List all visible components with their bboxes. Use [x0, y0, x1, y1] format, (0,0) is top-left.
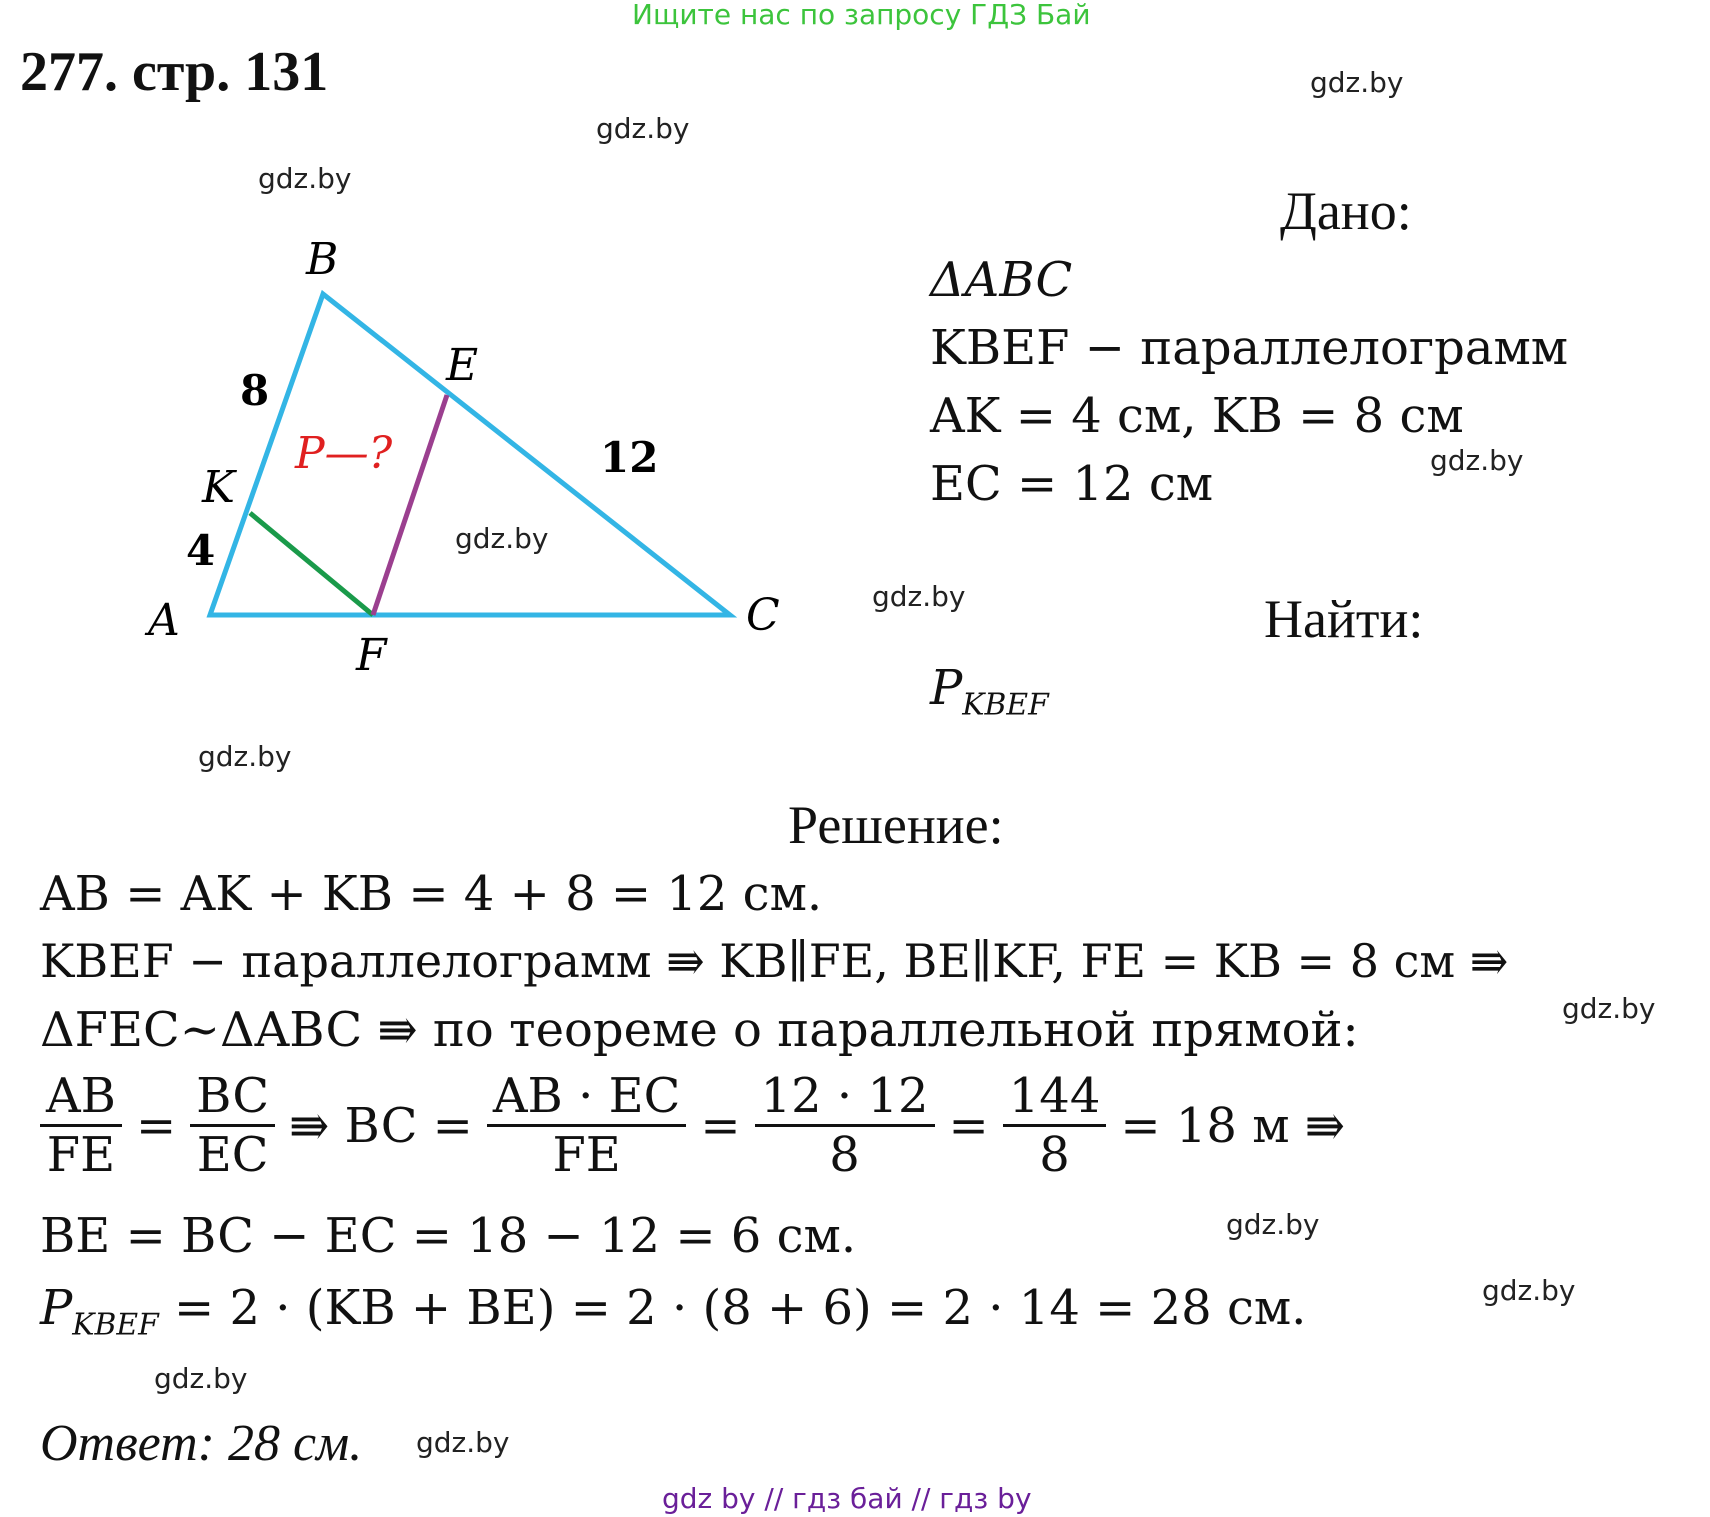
vertex-label-k: K [202, 462, 235, 513]
solution-line-5: BE = BC − EC = 18 − 12 = 6 см. [40, 1208, 857, 1264]
given-line-1: ΔABC [930, 252, 1073, 308]
watermark: gdz.by [1310, 66, 1404, 99]
vertex-label-f: F [356, 630, 387, 681]
given-line-3: AK = 4 см, KB = 8 см [930, 388, 1464, 444]
solution-line-2: KBEF − параллелограмм ⇛ KB∥FE, BE∥KF, FE = KB = 8 см ⇛ [40, 934, 1509, 988]
segment-kf [250, 513, 373, 615]
side-label-ec: 12 [600, 433, 659, 482]
watermark: gdz.by [1226, 1208, 1320, 1241]
fraction-abec-fe: $\frac{AB \cdot EC}{FE}$ [487, 1068, 686, 1183]
page-title: 277. стр. 131 [20, 41, 329, 103]
vertex-label-b: B [306, 234, 339, 285]
solution-title: Решение: [788, 795, 1004, 855]
solution-line-6: $P_{KBEF} = 2 \cdot (KB + BE) = 2 \cdot (8 + 6) = 2 \cdot 14 = 28$ см. [40, 1280, 1307, 1343]
watermark: gdz.by [1430, 444, 1524, 477]
watermark: gdz.by [416, 1426, 510, 1459]
triangle-figure [130, 220, 810, 690]
fraction-12x12-8: $\frac{12 \cdot 12}{8}$ [755, 1068, 935, 1183]
fraction-bc-ec: $\frac{BC}{EC}$ [190, 1068, 275, 1183]
watermark: gdz.by [154, 1362, 248, 1395]
given-line-2: KBEF − параллелограмм [930, 320, 1569, 376]
vertex-label-e: E [446, 340, 479, 391]
watermark: gdz.by [1482, 1274, 1576, 1307]
watermark: gdz.by [596, 112, 690, 145]
side-label-ak: 4 [186, 526, 216, 575]
find-value-sub: KBEF [962, 687, 1049, 723]
given-title: Дано: [1280, 181, 1412, 241]
find-title: Найти: [1264, 589, 1424, 649]
watermark: gdz.by [872, 580, 966, 613]
watermark: gdz.by [258, 162, 352, 195]
find-value [930, 660, 1049, 722]
answer: Ответ: 28 см. [40, 1415, 363, 1472]
watermark: gdz.by [455, 522, 549, 555]
perimeter-question: P—? [295, 428, 393, 479]
given-line-4: EC = 12 см [930, 456, 1214, 512]
fraction-144-8: $\frac{144}{8}$ [1003, 1068, 1107, 1183]
solution-fraction-line: $\frac{AB}{FE}$ = $\frac{BC}{EC}$ ⇛ BC = $\frac{AB \cdot EC}{FE}$ = $\frac{12 \cdot 12}{8}$ = $\frac{144}{8}$ = 18 м ⇛ [40, 1068, 1345, 1183]
solution-line-1: AB = AK + KB = 4 + 8 = 12 см. [40, 866, 823, 922]
vertex-label-c: C [746, 590, 780, 641]
find-value-p: P [930, 660, 963, 716]
fraction-ab-fe: $\frac{AB}{FE}$ [40, 1068, 122, 1183]
top-banner: Ищите нас по запросу ГДЗ Бай [632, 0, 1091, 31]
vertex-label-a: A [148, 595, 180, 646]
side-label-kb: 8 [240, 366, 270, 415]
footer-links[interactable]: gdz by // гдз бай // гдз by [662, 1482, 1032, 1515]
watermark: gdz.by [198, 740, 292, 773]
watermark: gdz.by [1562, 992, 1656, 1025]
solution-line-3: ΔFEC~ΔABC ⇛ по теореме о параллельной прямой: [40, 1002, 1359, 1058]
